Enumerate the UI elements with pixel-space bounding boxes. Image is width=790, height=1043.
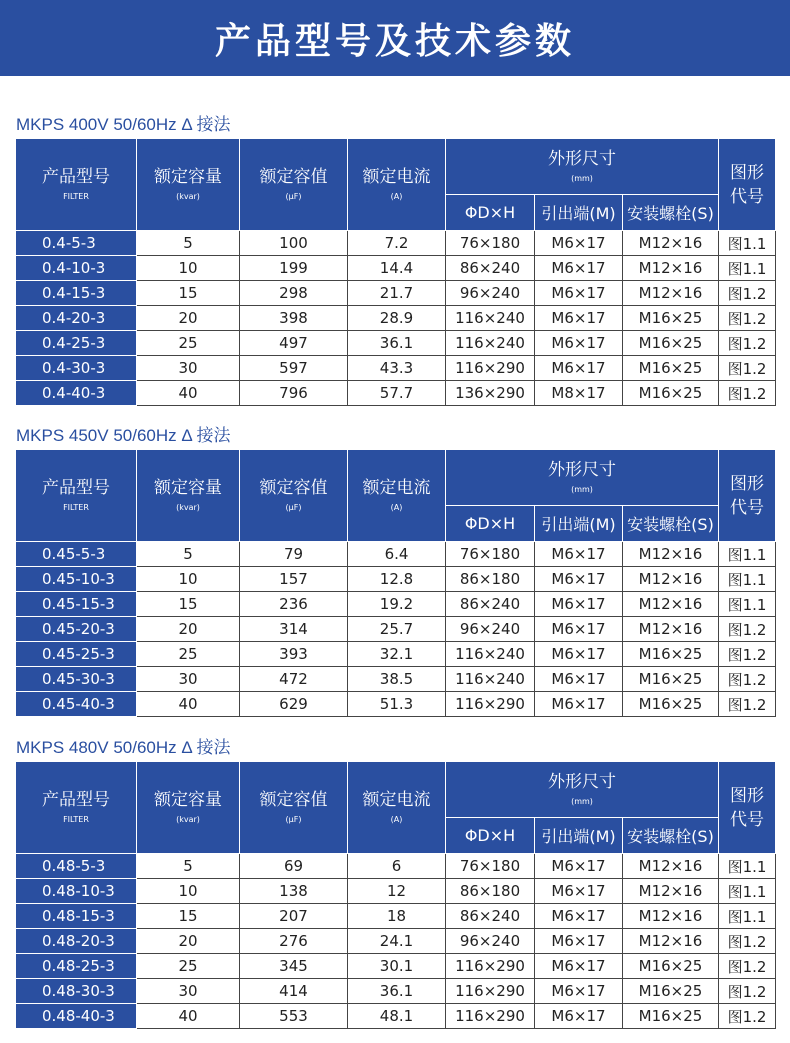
- model-cell: 0.45-10-3: [16, 567, 137, 592]
- capacity-cell: 40: [137, 381, 240, 406]
- figure-cell: 图1.2: [719, 929, 776, 954]
- capacitance-cell: 199: [240, 256, 348, 281]
- table-row: [16, 567, 776, 592]
- section-title: MKPS 450V 50/60Hz Δ 接法: [16, 426, 231, 445]
- figure-cell: 图1.2: [719, 692, 776, 717]
- bolt-cell: M12×16: [623, 567, 719, 592]
- capacity-cell: 25: [137, 954, 240, 979]
- dim-cell: 136×290: [446, 381, 535, 406]
- figure-cell: 图1.2: [719, 642, 776, 667]
- dim-cell: 116×290: [446, 356, 535, 381]
- dim-cell: 116×240: [446, 667, 535, 692]
- figure-cell: 图1.1: [719, 567, 776, 592]
- current-cell: 7.2: [348, 231, 446, 256]
- current-cell: 57.7: [348, 381, 446, 406]
- header-capacitance: 额定容值 (μF): [240, 762, 348, 854]
- current-cell: 28.9: [348, 306, 446, 331]
- header-capacity: 额定容量 (kvar): [137, 139, 240, 231]
- header-dim-d-h: ΦD×H: [446, 506, 535, 542]
- terminal-cell: M8×17: [535, 381, 623, 406]
- capacity-cell: 5: [137, 231, 240, 256]
- capacitance-cell: 298: [240, 281, 348, 306]
- dim-cell: 76×180: [446, 854, 535, 879]
- current-cell: 48.1: [348, 1004, 446, 1029]
- capacitance-cell: 345: [240, 954, 348, 979]
- current-cell: 36.1: [348, 979, 446, 1004]
- capacity-cell: 5: [137, 542, 240, 567]
- table-row: [16, 281, 776, 306]
- header-figure: 图形 代号: [719, 450, 776, 542]
- figure-cell: 图1.2: [719, 617, 776, 642]
- figure-cell: 图1.1: [719, 879, 776, 904]
- figure-cell: 图1.2: [719, 356, 776, 381]
- header-capacitance: 额定容值 (μF): [240, 139, 348, 231]
- capacitance-cell: 472: [240, 667, 348, 692]
- terminal-cell: M6×17: [535, 929, 623, 954]
- capacitance-cell: 497: [240, 331, 348, 356]
- figure-cell: 图1.2: [719, 954, 776, 979]
- current-cell: 30.1: [348, 954, 446, 979]
- section-title: MKPS 400V 50/60Hz Δ 接法: [16, 115, 231, 134]
- dim-cell: 86×180: [446, 879, 535, 904]
- capacity-cell: 15: [137, 281, 240, 306]
- capacity-cell: 30: [137, 979, 240, 1004]
- bolt-cell: M16×25: [623, 381, 719, 406]
- header-capacity: 额定容量 (kvar): [137, 762, 240, 854]
- table-row: [16, 854, 776, 879]
- model-cell: 0.48-15-3: [16, 904, 137, 929]
- current-cell: 25.7: [348, 617, 446, 642]
- capacity-cell: 10: [137, 567, 240, 592]
- model-cell: 0.4-15-3: [16, 281, 137, 306]
- table-row: [16, 542, 776, 567]
- dim-cell: 116×290: [446, 692, 535, 717]
- model-cell: 0.48-5-3: [16, 854, 137, 879]
- bolt-cell: M12×16: [623, 256, 719, 281]
- table-row: [16, 879, 776, 904]
- capacity-cell: 15: [137, 904, 240, 929]
- bolt-cell: M12×16: [623, 231, 719, 256]
- capacity-cell: 30: [137, 356, 240, 381]
- current-cell: 12: [348, 879, 446, 904]
- dim-cell: 76×180: [446, 231, 535, 256]
- header-current: 额定电流 (A): [348, 762, 446, 854]
- terminal-cell: M6×17: [535, 567, 623, 592]
- table-row: [16, 979, 776, 1004]
- bolt-cell: M12×16: [623, 281, 719, 306]
- table-row: [16, 256, 776, 281]
- table-row: [16, 929, 776, 954]
- table-row: [16, 667, 776, 692]
- terminal-cell: M6×17: [535, 617, 623, 642]
- bolt-cell: M12×16: [623, 542, 719, 567]
- dim-cell: 86×240: [446, 904, 535, 929]
- header-capacity: 额定容量 (kvar): [137, 450, 240, 542]
- current-cell: 21.7: [348, 281, 446, 306]
- bolt-cell: M12×16: [623, 854, 719, 879]
- model-cell: 0.45-20-3: [16, 617, 137, 642]
- dim-cell: 96×240: [446, 929, 535, 954]
- terminal-cell: M6×17: [535, 854, 623, 879]
- capacity-cell: 10: [137, 879, 240, 904]
- terminal-cell: M6×17: [535, 1004, 623, 1029]
- figure-cell: 图1.2: [719, 381, 776, 406]
- terminal-cell: M6×17: [535, 904, 623, 929]
- dim-cell: 96×240: [446, 281, 535, 306]
- capacitance-cell: 100: [240, 231, 348, 256]
- dim-cell: 116×240: [446, 331, 535, 356]
- terminal-cell: M6×17: [535, 231, 623, 256]
- bolt-cell: M12×16: [623, 617, 719, 642]
- header-dimensions: 外形尺寸 (mm): [446, 762, 719, 818]
- header-dimensions: 外形尺寸 (mm): [446, 139, 719, 195]
- figure-cell: 图1.1: [719, 542, 776, 567]
- model-cell: 0.4-30-3: [16, 356, 137, 381]
- figure-cell: 图1.1: [719, 231, 776, 256]
- header-bolt: 安装螺栓(S): [623, 506, 719, 542]
- current-cell: 6.4: [348, 542, 446, 567]
- table-row: [16, 592, 776, 617]
- capacitance-cell: 597: [240, 356, 348, 381]
- terminal-cell: M6×17: [535, 954, 623, 979]
- figure-cell: 图1.2: [719, 306, 776, 331]
- table-row: [16, 692, 776, 717]
- model-cell: 0.4-25-3: [16, 331, 137, 356]
- capacitance-cell: 157: [240, 567, 348, 592]
- model-cell: 0.4-10-3: [16, 256, 137, 281]
- model-cell: 0.48-10-3: [16, 879, 137, 904]
- header-dim-d-h: ΦD×H: [446, 195, 535, 231]
- current-cell: 36.1: [348, 331, 446, 356]
- spec-table: [15, 449, 776, 717]
- bolt-cell: M12×16: [623, 592, 719, 617]
- bolt-cell: M16×25: [623, 692, 719, 717]
- model-cell: 0.48-20-3: [16, 929, 137, 954]
- current-cell: 19.2: [348, 592, 446, 617]
- bolt-cell: M16×25: [623, 1004, 719, 1029]
- terminal-cell: M6×17: [535, 281, 623, 306]
- current-cell: 12.8: [348, 567, 446, 592]
- model-cell: 0.4-20-3: [16, 306, 137, 331]
- model-cell: 0.4-5-3: [16, 231, 137, 256]
- model-cell: 0.48-40-3: [16, 1004, 137, 1029]
- terminal-cell: M6×17: [535, 642, 623, 667]
- header-capacitance: 额定容值 (μF): [240, 450, 348, 542]
- capacity-cell: 30: [137, 667, 240, 692]
- bolt-cell: M12×16: [623, 879, 719, 904]
- model-cell: 0.45-15-3: [16, 592, 137, 617]
- table-row: [16, 356, 776, 381]
- figure-cell: 图1.1: [719, 256, 776, 281]
- bolt-cell: M16×25: [623, 979, 719, 1004]
- figure-cell: 图1.1: [719, 904, 776, 929]
- bolt-cell: M12×16: [623, 904, 719, 929]
- bolt-cell: M12×16: [623, 929, 719, 954]
- header-model: 产品型号 FILTER: [16, 139, 137, 231]
- capacity-cell: 40: [137, 692, 240, 717]
- model-cell: 0.48-30-3: [16, 979, 137, 1004]
- figure-cell: 图1.2: [719, 281, 776, 306]
- header-current: 额定电流 (A): [348, 139, 446, 231]
- terminal-cell: M6×17: [535, 667, 623, 692]
- bolt-cell: M16×25: [623, 331, 719, 356]
- model-cell: 0.45-30-3: [16, 667, 137, 692]
- terminal-cell: M6×17: [535, 979, 623, 1004]
- capacity-cell: 20: [137, 929, 240, 954]
- current-cell: 6: [348, 854, 446, 879]
- model-cell: 0.45-25-3: [16, 642, 137, 667]
- table-row: [16, 904, 776, 929]
- terminal-cell: M6×17: [535, 331, 623, 356]
- current-cell: 51.3: [348, 692, 446, 717]
- current-cell: 43.3: [348, 356, 446, 381]
- model-cell: 0.45-40-3: [16, 692, 137, 717]
- terminal-cell: M6×17: [535, 542, 623, 567]
- spec-table: [15, 138, 776, 406]
- table-row: [16, 1004, 776, 1029]
- spec-table: [15, 761, 776, 1029]
- header-dim-d-h: ΦD×H: [446, 818, 535, 854]
- figure-cell: 图1.2: [719, 979, 776, 1004]
- table-row: [16, 617, 776, 642]
- page-title-banner: [0, 0, 790, 76]
- dim-cell: 116×290: [446, 979, 535, 1004]
- capacitance-cell: 79: [240, 542, 348, 567]
- page-title: 产品型号及技术参数: [214, 20, 575, 62]
- header-terminal: 引出端(M): [535, 506, 623, 542]
- current-cell: 14.4: [348, 256, 446, 281]
- capacitance-cell: 207: [240, 904, 348, 929]
- capacity-cell: 20: [137, 617, 240, 642]
- dim-cell: 116×240: [446, 642, 535, 667]
- header-terminal: 引出端(M): [535, 818, 623, 854]
- bolt-cell: M16×25: [623, 667, 719, 692]
- dim-cell: 116×240: [446, 306, 535, 331]
- terminal-cell: M6×17: [535, 592, 623, 617]
- model-cell: 0.45-5-3: [16, 542, 137, 567]
- section-title: MKPS 480V 50/60Hz Δ 接法: [16, 738, 231, 757]
- capacity-cell: 25: [137, 642, 240, 667]
- capacitance-cell: 553: [240, 1004, 348, 1029]
- capacitance-cell: 69: [240, 854, 348, 879]
- header-bolt: 安装螺栓(S): [623, 195, 719, 231]
- header-model: 产品型号 FILTER: [16, 450, 137, 542]
- bolt-cell: M16×25: [623, 954, 719, 979]
- table-row: [16, 306, 776, 331]
- current-cell: 24.1: [348, 929, 446, 954]
- capacity-cell: 15: [137, 592, 240, 617]
- capacitance-cell: 398: [240, 306, 348, 331]
- capacitance-cell: 414: [240, 979, 348, 1004]
- header-model: 产品型号 FILTER: [16, 762, 137, 854]
- table-row: [16, 231, 776, 256]
- figure-cell: 图1.1: [719, 854, 776, 879]
- header-bolt: 安装螺栓(S): [623, 818, 719, 854]
- dim-cell: 116×290: [446, 1004, 535, 1029]
- capacitance-cell: 236: [240, 592, 348, 617]
- model-cell: 0.48-25-3: [16, 954, 137, 979]
- table-row: [16, 642, 776, 667]
- bolt-cell: M16×25: [623, 356, 719, 381]
- capacitance-cell: 138: [240, 879, 348, 904]
- bolt-cell: M16×25: [623, 306, 719, 331]
- terminal-cell: M6×17: [535, 879, 623, 904]
- current-cell: 18: [348, 904, 446, 929]
- bolt-cell: M16×25: [623, 642, 719, 667]
- model-cell: 0.4-40-3: [16, 381, 137, 406]
- terminal-cell: M6×17: [535, 306, 623, 331]
- terminal-cell: M6×17: [535, 356, 623, 381]
- dim-cell: 96×240: [446, 617, 535, 642]
- capacity-cell: 5: [137, 854, 240, 879]
- capacity-cell: 10: [137, 256, 240, 281]
- header-dimensions: 外形尺寸 (mm): [446, 450, 719, 506]
- terminal-cell: M6×17: [535, 692, 623, 717]
- capacity-cell: 40: [137, 1004, 240, 1029]
- capacity-cell: 25: [137, 331, 240, 356]
- figure-cell: 图1.2: [719, 667, 776, 692]
- figure-cell: 图1.2: [719, 331, 776, 356]
- capacity-cell: 20: [137, 306, 240, 331]
- capacitance-cell: 796: [240, 381, 348, 406]
- figure-cell: 图1.2: [719, 1004, 776, 1029]
- figure-cell: 图1.1: [719, 592, 776, 617]
- dim-cell: 76×180: [446, 542, 535, 567]
- table-row: [16, 381, 776, 406]
- dim-cell: 86×240: [446, 256, 535, 281]
- header-figure: 图形 代号: [719, 762, 776, 854]
- terminal-cell: M6×17: [535, 256, 623, 281]
- capacitance-cell: 276: [240, 929, 348, 954]
- current-cell: 32.1: [348, 642, 446, 667]
- capacitance-cell: 314: [240, 617, 348, 642]
- dim-cell: 86×180: [446, 567, 535, 592]
- dim-cell: 86×240: [446, 592, 535, 617]
- dim-cell: 116×290: [446, 954, 535, 979]
- header-figure: 图形 代号: [719, 139, 776, 231]
- table-row: [16, 331, 776, 356]
- capacitance-cell: 393: [240, 642, 348, 667]
- header-current: 额定电流 (A): [348, 450, 446, 542]
- current-cell: 38.5: [348, 667, 446, 692]
- header-terminal: 引出端(M): [535, 195, 623, 231]
- table-row: [16, 954, 776, 979]
- capacitance-cell: 629: [240, 692, 348, 717]
